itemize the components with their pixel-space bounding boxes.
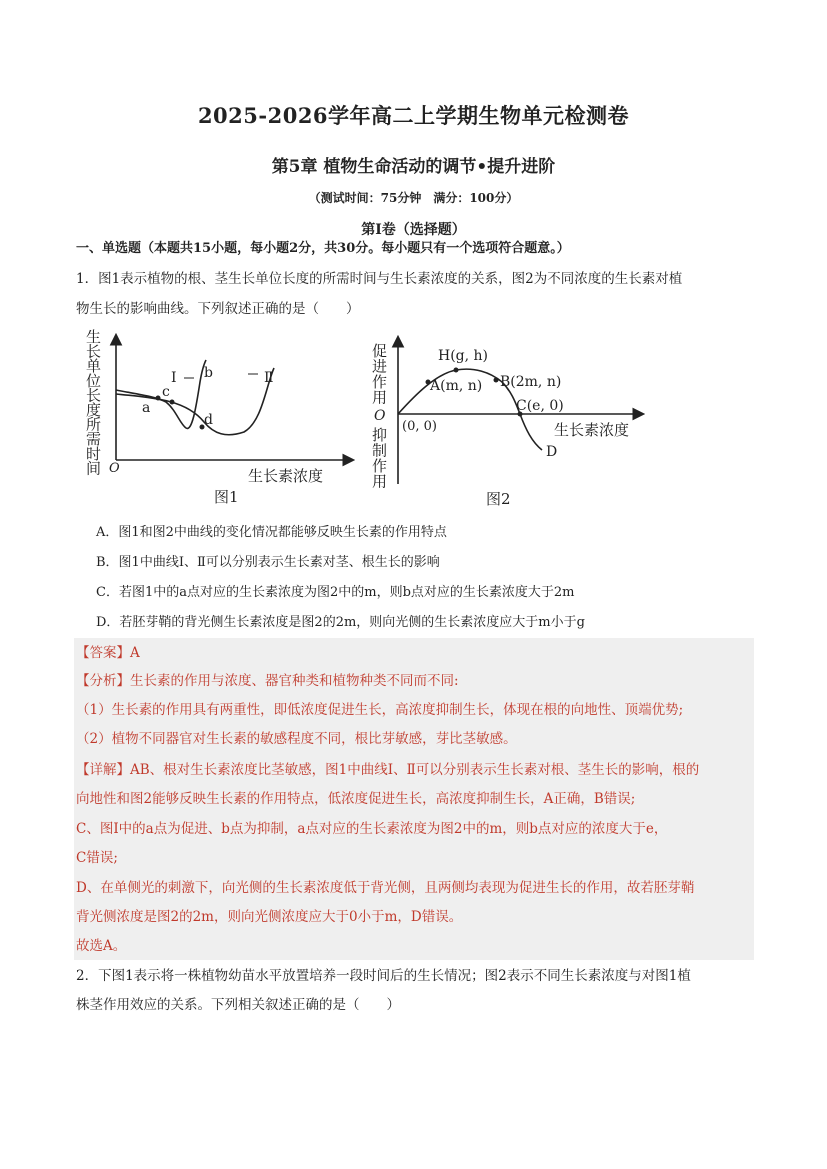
- q1-analysis-line-10: 故选A。: [76, 938, 127, 954]
- fig2-ylabel-bottom-char: 制: [372, 441, 388, 460]
- exam-time-info: （测试时间：75分钟 满分：100分）: [308, 191, 519, 205]
- fig2-label-origin-coords: (0, 0): [402, 419, 437, 434]
- figure-2: [366, 334, 656, 510]
- q1-stem-line1: 1．图1表示植物的根、茎生长单位长度的所需时间与生长素浓度的关系，图2为不同浓度的生长素对植: [76, 271, 683, 287]
- q1-option-d: D．若胚芽鞘的背光侧生长素浓度是图2的2m，则向光侧的生长素浓度应大于m小于g: [96, 615, 585, 630]
- q1-analysis-line-1: 【分析】生长素的作用与浓度、器官种类和植物种类不同而不同:: [76, 673, 459, 689]
- fig2-label-D: D: [546, 444, 558, 460]
- fig1-ylabel-char: 间: [86, 459, 102, 478]
- q1-analysis-line-5: 向地性和图2能够反映生长素的作用特点，低浓度促进生长，高浓度抑制生长，A正确，B错误;: [76, 791, 636, 807]
- fig1-label-c: c: [162, 384, 170, 400]
- fig1-caption: 图1: [214, 488, 239, 506]
- fig1-ylabel-char: 需: [86, 430, 102, 449]
- q2-stem-line2: 株茎作用效应的关系。下列相关叙述正确的是（ ）: [76, 997, 400, 1013]
- q1-stem-line2: 物生长的影响曲线。下列叙述正确的是（ ）: [76, 301, 360, 317]
- fig2-point-H: [454, 368, 459, 373]
- fig2-ylabel-bottom-char: 抑: [372, 426, 388, 444]
- fig1-point-c: [170, 400, 175, 405]
- fig1-curve-I: [116, 360, 206, 428]
- section-label: 一、单选题: [76, 241, 142, 256]
- fig2-origin: O: [374, 408, 386, 424]
- q1-analysis-line-6: C、图I中的a点为促进、b点为抑制，a点对应的生长素浓度为图2中的m，则b点对应的浓度大于e，: [76, 821, 668, 837]
- fig1-ylabel-char: 所: [86, 415, 102, 434]
- fig2-x-axis-label: 生长素浓度: [554, 421, 630, 439]
- section-heading: [76, 237, 570, 256]
- fig1-ylabel-char: 度: [86, 401, 102, 419]
- fig1-x-axis-label: 生长素浓度: [248, 467, 324, 485]
- q1-analysis-line-3: （2）植物不同器官对生长素的敏感程度不同，根比芽敏感，芽比茎敏感。: [76, 731, 517, 747]
- fig1-curve-II: [116, 368, 274, 435]
- fig1-ylabel-char: 长: [86, 342, 102, 361]
- fig1-label-II: Ⅱ: [264, 370, 274, 386]
- fig1-y-axis-label: [86, 328, 101, 477]
- figure-1: [76, 326, 366, 510]
- fig1-ylabel-char: 时: [86, 444, 102, 463]
- fig1-point-a: [156, 396, 161, 401]
- fig1-label-d: d: [204, 412, 213, 428]
- q1-analysis-line-4: 【详解】AB、根对生长素浓度比茎敏感，图1中曲线I、Ⅱ可以分别表示生长素对根、茎生长的影响，根的: [76, 762, 700, 778]
- fig1-label-I: I: [171, 370, 177, 386]
- fig2-ylabel-top-char: 进: [372, 357, 388, 376]
- fig1-ylabel-char: 长: [86, 386, 102, 405]
- fig1-ylabel-char: 单: [86, 357, 102, 376]
- fig2-label-B: B(2m, n): [500, 374, 562, 390]
- fig2-ylabel-bottom-char: 用: [372, 472, 388, 491]
- fig2-caption: 图2: [486, 490, 511, 508]
- fig2-ylabel-top-char: 促: [372, 342, 388, 360]
- fig2-y-label-inhibit: [372, 426, 387, 491]
- q1-analysis-line-7: C错误;: [76, 850, 118, 866]
- fig2-label-A: A(m, n): [430, 378, 483, 394]
- fig2-point-B: [494, 378, 499, 383]
- q1-option-b: B．图1中曲线I、Ⅱ可以分别表示生长素对茎、根生长的影响: [96, 555, 440, 570]
- q2-stem-line1: 2．下图1表示将一株植物幼苗水平放置培养一段时间后的生长情况；图2表示不同生长素浓度与对图1植: [76, 968, 691, 984]
- fig2-y-label-promote: [372, 342, 387, 407]
- fig1-origin: O: [109, 461, 120, 476]
- q1-analysis-line-2: （1）生长素的作用具有两重性，即低浓度促进生长，高浓度抑制生长，体现在根的向地性、顶端优势;: [76, 702, 684, 718]
- q1-analysis-line-8: D、在单侧光的刺激下，向光侧的生长素浓度低于背光侧，且两侧均表现为促进生长的作用，故若胚芽鞘: [76, 880, 695, 896]
- q1-option-c: C．若图1中的a点对应的生长素浓度为图2中的m，则b点对应的生长素浓度大于2m: [96, 585, 575, 600]
- fig2-label-C: C(e, 0): [516, 398, 564, 414]
- q1-option-a: A．图1和图2中曲线的变化情况都能够反映生长素的作用特点: [96, 525, 447, 540]
- fig1-label-a: a: [142, 400, 151, 416]
- fig1-label-b: b: [204, 365, 213, 381]
- q1-analysis-line-9: 背光侧浓度是图2的2m，则向光侧浓度应大于0小于m，D错误。: [76, 909, 463, 925]
- fig2-ylabel-top-char: 作: [372, 373, 388, 391]
- chapter-subtitle: 第5章 植物生命活动的调节•提升进阶: [271, 157, 556, 177]
- section-desc: （本题共15小题，每小题2分，共30分。每小题只有一个选项符合题意。）: [141, 241, 570, 256]
- fig1-ylabel-char: 位: [86, 371, 102, 390]
- fig2-label-H: H(g, h): [438, 348, 489, 364]
- fig2-ylabel-bottom-char: 作: [372, 457, 388, 475]
- fig2-ylabel-top-char: 用: [372, 388, 388, 407]
- volume-heading: 第Ⅰ卷（选择题）: [361, 222, 466, 238]
- q1-answer: 【答案】A: [76, 645, 140, 661]
- fig1-ylabel-char: 生: [86, 328, 102, 346]
- page-title: 2025-2026学年高二上学期生物单元检测卷: [197, 103, 630, 128]
